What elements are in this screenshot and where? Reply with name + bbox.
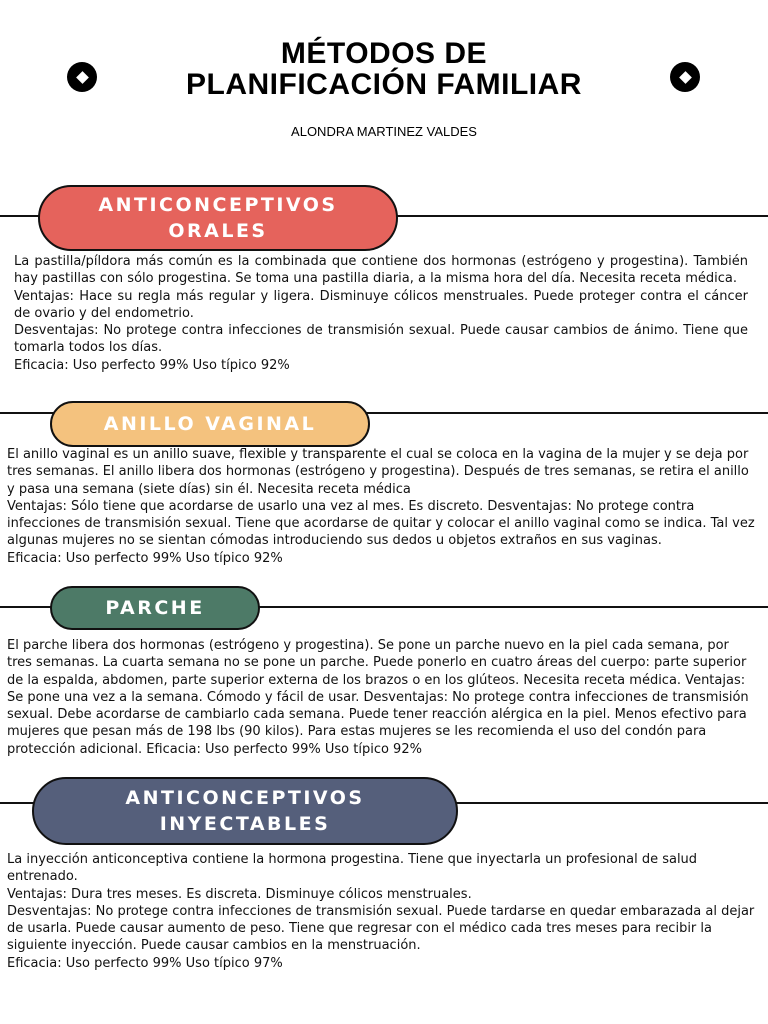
right-bullet-icon: [670, 62, 700, 92]
heading-parche: PARCHE: [105, 597, 205, 619]
anillo-paragraph: Ventajas: Sólo tiene que acordarse de usarlo una vez al mes. Es discreto. Desventajas: No protege contra infecciones de transmisión sexual. Tiene que acordarse de quitar y colocar el anillo vaginal como se indica. Tal vez algunas mujeres no se sientan cómodas introduciendo sus dedos u objetos extraños en sus vaginas.: [7, 498, 755, 549]
section-heading-parche: [50, 586, 260, 630]
anillo-paragraph: El anillo vaginal es un anillo suave, flexible y transparente el cual se coloca en la vagina de la mujer y se deja por tres semanas. El anillo libera dos hormonas (estrógeno y progestina). Después de tres semanas, se retira el anillo y pasa una semana (siete días) sin él. Necesita receta médica: [7, 447, 749, 497]
orales-paragraph: Desventajas: No protege contra infecciones de transmisión sexual. Puede causar cambios de ánimo. Tiene que tomarla todos los días.: [14, 323, 748, 356]
author-name: ALONDRA MARTINEZ VALDES: [291, 124, 477, 139]
title-line-1: MÉTODOS DE: [280, 37, 488, 70]
section-heading-anillo: [50, 401, 370, 447]
inyectables-paragraph: Ventajas: Dura tres meses. Es discreta. Disminuye cólicos menstruales.: [7, 886, 472, 902]
section-body-anillo: [7, 446, 757, 567]
section-heading-orales: [38, 185, 398, 251]
orales-paragraph: La pastilla/píldora más común es la combinada que contiene dos hormonas (estrógeno y progestina). También hay pastillas con sólo progestina. Se toma una pastilla diaria, a la misma hora del día. Necesita receta médica.: [14, 254, 748, 287]
inyectables-paragraph: La inyección anticonceptiva contiene la hormona progestina. Tiene que inyectarla un profesional de salud entrenado.: [7, 852, 698, 885]
section-heading-inyectables: [32, 777, 458, 845]
left-bullet-icon: [67, 62, 97, 92]
anillo-paragraph: Eficacia: Uso perfecto 99% Uso típico 92%: [7, 550, 283, 566]
heading-inyectables-line-1: ANTICONCEPTIVOS: [125, 787, 365, 809]
heading-anillo: ANILLO VAGINAL: [103, 413, 317, 435]
orales-paragraph: Ventajas: Hace su regla más regular y ligera. Disminuye cólicos menstruales. Puede proteger contra el cáncer de ovario y del endometrio.: [14, 288, 748, 321]
parche-paragraph: El parche libera dos hormonas (estrógeno y progestina). Se pone un parche nuevo en la piel cada semana, por tres semanas. La cuarta semana no se pone un parche. Puede ponerlo en cuatro áreas del cuerpo: parte superior de la espalda, abdomen, parte superior externa de los brazos o en los glúteos. Necesita receta médica. Ventajas: Se pone una vez a la semana. Cómodo y fácil de usar. Desventajas: No protege contra infecciones de transmisión sexual. Debe acordarse de cambiarlo cada semana. Puede tener reacción alérgica en la piel. Menos efectivo para mujeres que pesan más de 198 lbs (90 kilos). Para estas mujeres se les recomienda el uso del condón para protección adicional. Eficacia: Uso perfecto 99% Uso típico 92%: [7, 638, 749, 757]
heading-orales-line-1: ANTICONCEPTIVOS: [98, 194, 338, 216]
section-body-parche: [7, 637, 755, 758]
section-body-orales: [14, 253, 748, 374]
title-line-2: PLANIFICACIÓN FAMILIAR: [186, 68, 582, 101]
page-title: [110, 38, 658, 100]
heading-orales-line-2: ORALES: [168, 220, 268, 242]
inyectables-paragraph: Eficacia: Uso perfecto 99% Uso típico 97%: [7, 955, 283, 971]
section-body-inyectables: [7, 851, 755, 972]
orales-paragraph: Eficacia: Uso perfecto 99% Uso típico 92%: [14, 357, 290, 373]
inyectables-paragraph: Desventajas: No protege contra infecciones de transmisión sexual. Puede tardarse en quedar embarazada al dejar de usarla. Puede causar aumento de peso. Tiene que regresar con el médico cada tres meses para recibir la siguiente inyección. Puede causar cambios en la menstruación.: [7, 903, 755, 954]
heading-inyectables-line-2: INYECTABLES: [159, 813, 331, 835]
